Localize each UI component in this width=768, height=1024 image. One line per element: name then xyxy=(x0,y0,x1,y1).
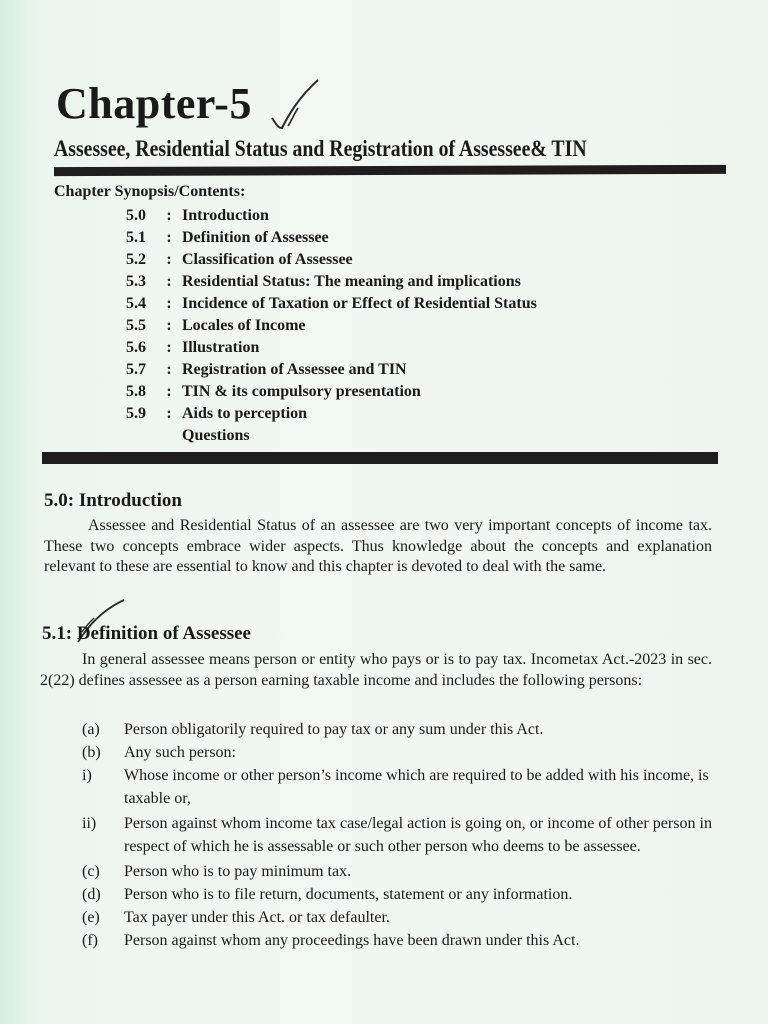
synopsis-item: 5.5 : Locales of Income xyxy=(126,317,306,334)
list-item: (a) Person obligatorily required to pay tax or any sum under this Act. xyxy=(82,721,544,738)
list-item: (c) Person who is to pay minimum tax. xyxy=(82,863,352,880)
synopsis-item: 5.0 : Introduction xyxy=(126,207,269,224)
synopsis-heading: Chapter Synopsis/Contents: xyxy=(54,183,246,200)
synopsis-item: 5.1 : Definition of Assessee xyxy=(126,229,329,246)
list-item: ii) Person against whom income tax case/legal action is going on, or income of other person in respect of which he is assessable or such other person who deems to be assessee. xyxy=(82,815,712,855)
header-divider xyxy=(54,165,726,176)
chapter-subtitle: Assessee, Residential Status and Registration of Assessee& TIN xyxy=(54,136,587,161)
list-item: (b) Any such person: xyxy=(82,744,236,761)
list-item: (f) Person against whom any proceedings have been drawn under this Act. xyxy=(82,932,580,949)
synopsis-item: 5.3 : Residential Status: The meaning and implications xyxy=(126,273,521,290)
list-item: (d) Person who is to file return, documents, statement or any information. xyxy=(82,886,573,903)
synopsis-item: 5.8 : TIN & its compulsory presentation xyxy=(126,383,421,400)
handwritten-tick-mark xyxy=(268,78,322,130)
synopsis-list xyxy=(126,205,537,447)
chapter-title: Chapter-5 xyxy=(56,79,252,128)
definition-list xyxy=(40,718,712,952)
synopsis-item: 5.4 : Incidence of Taxation or Effect of Residential Status xyxy=(126,295,537,312)
synopsis-item: 5.7 : Registration of Assessee and TIN xyxy=(126,361,407,378)
definition-heading: 5.1: Definition of Assessee xyxy=(42,623,251,644)
synopsis-item: 5.2 : Classification of Assessee xyxy=(126,251,353,268)
list-item: i) Whose income or other person’s income which are required to be added with his income, is taxable or, xyxy=(82,767,709,807)
intro-heading: 5.0: Introduction xyxy=(44,490,182,511)
synopsis-divider xyxy=(42,452,718,464)
definition-paragraph: In general assessee means person or entity who pays or is to pay tax. Incometax Act.-2023 in sec. 2(22) defines assessee as a person earning taxable income and includes the following persons: xyxy=(40,651,712,689)
intro-paragraph: Assessee and Residential Status of an assessee are two very important concepts of income tax. These two concepts embrace wider aspects. Thus knowledge about the concepts and explanation relevant to these are essential to know and this chapter is devoted to deal with the same. xyxy=(44,517,712,575)
synopsis-item: 5.9 : Aids to perception xyxy=(126,405,308,422)
synopsis-item: 5.6 : Illustration xyxy=(126,339,260,356)
list-item: (e) Tax payer under this Act. or tax defaulter. xyxy=(82,909,390,926)
synopsis-item: Questions xyxy=(182,427,250,444)
